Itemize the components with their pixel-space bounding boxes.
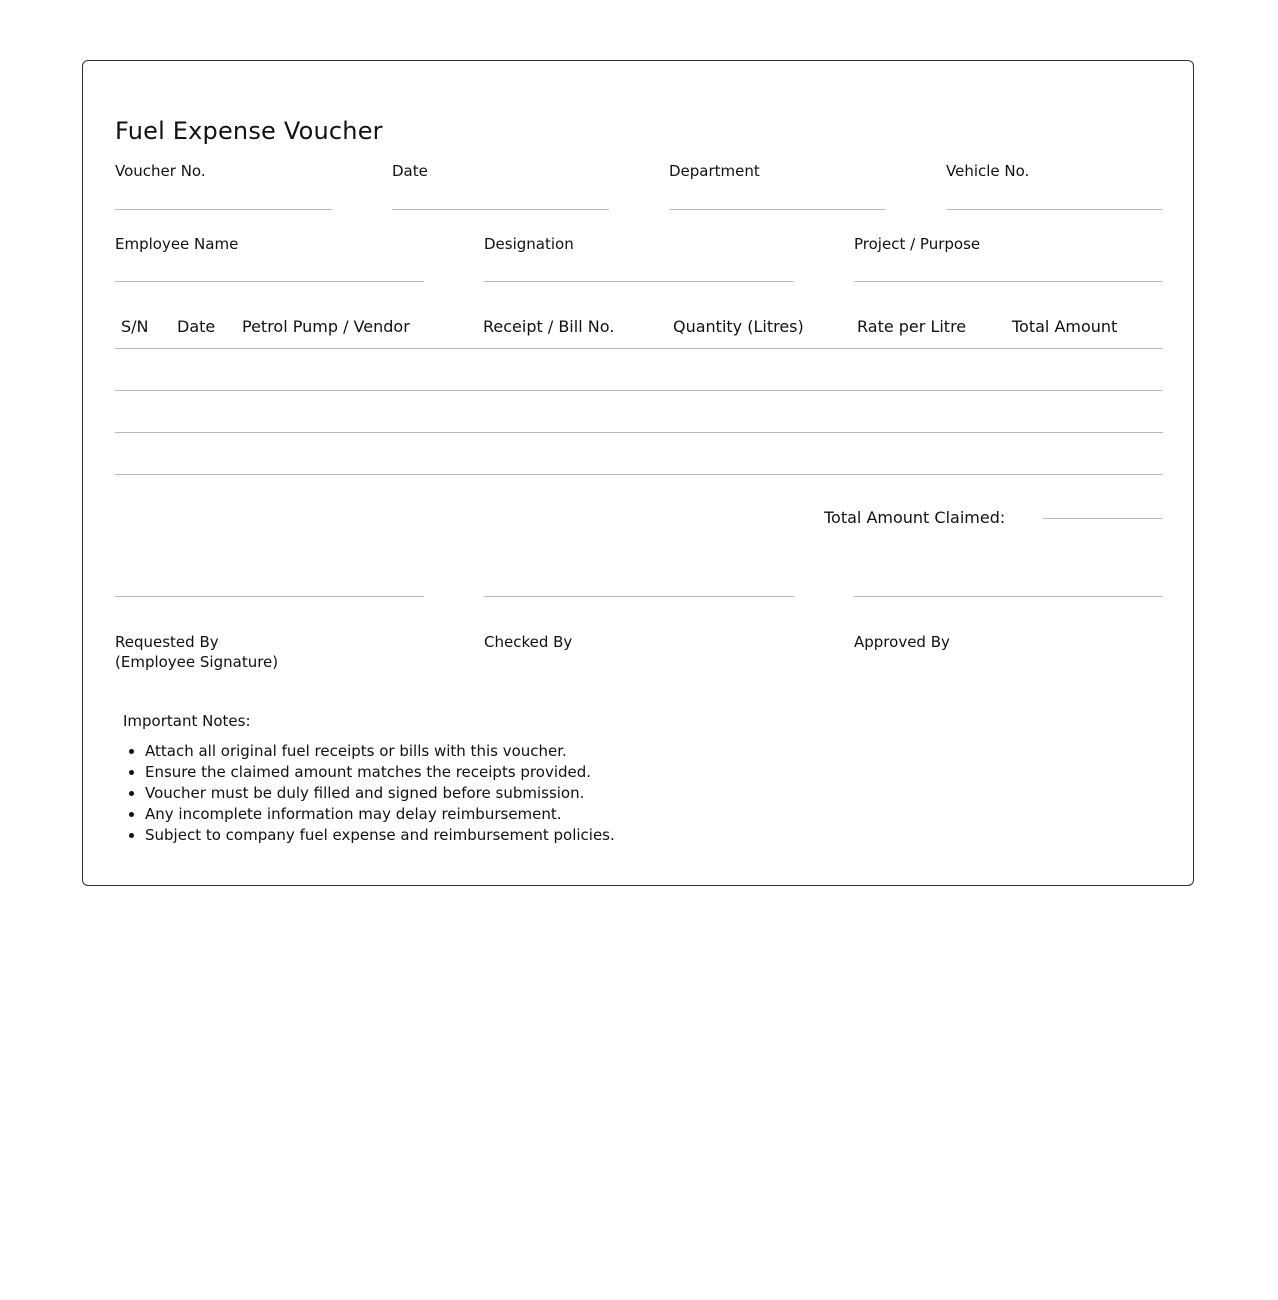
designation-label: Designation	[484, 235, 574, 253]
project-purpose-field[interactable]	[854, 235, 1163, 283]
table-row[interactable]	[115, 390, 1163, 391]
vehicle-no-label: Vehicle No.	[946, 162, 1030, 180]
department-field[interactable]	[669, 162, 886, 210]
voucher-no-input-line[interactable]	[115, 209, 332, 210]
department-input-line[interactable]	[669, 209, 886, 210]
employee-name-field[interactable]	[115, 235, 424, 283]
vehicle-no-field[interactable]	[946, 162, 1163, 210]
requested-by-signature-line[interactable]	[115, 596, 424, 597]
approved-by-signature-line[interactable]	[854, 596, 1163, 597]
employee-name-input-line[interactable]	[115, 281, 424, 282]
department-label: Department	[669, 162, 760, 180]
project-purpose-label: Project / Purpose	[854, 235, 981, 253]
requested-by-label	[115, 632, 278, 672]
project-purpose-input-line[interactable]	[854, 281, 1163, 282]
column-header-total: Total Amount	[1012, 317, 1118, 336]
voucher-no-label: Voucher No.	[115, 162, 206, 180]
note-item: • Voucher must be duly filled and signed before submission.	[145, 783, 615, 804]
voucher-title: Fuel Expense Voucher	[115, 117, 383, 145]
notes-list	[123, 741, 615, 846]
table-header-divider	[115, 348, 1163, 349]
column-header-vendor: Petrol Pump / Vendor	[242, 317, 410, 336]
table-row[interactable]	[115, 432, 1163, 433]
approved-by-label: Approved By	[854, 633, 950, 651]
total-amount-label: Total Amount Claimed:	[824, 508, 1006, 527]
date-field[interactable]	[392, 162, 609, 210]
column-header-receipt-no: Receipt / Bill No.	[483, 317, 615, 336]
requested-by-title: Requested By	[115, 633, 219, 651]
note-item: • Subject to company fuel expense and reimbursement policies.	[145, 825, 615, 846]
date-input-line[interactable]	[392, 209, 609, 210]
designation-field[interactable]	[484, 235, 794, 283]
note-item: • Ensure the claimed amount matches the receipts provided.	[145, 762, 615, 783]
date-label: Date	[392, 162, 428, 180]
table-row[interactable]	[115, 474, 1163, 475]
column-header-sn: S/N	[121, 317, 149, 336]
note-item: • Any incomplete information may delay reimbursement.	[145, 804, 615, 825]
notes-title: Important Notes:	[123, 712, 251, 730]
requested-by-subtitle: (Employee Signature)	[115, 653, 279, 671]
vehicle-no-input-line[interactable]	[946, 209, 1163, 210]
checked-by-signature-line[interactable]	[484, 596, 794, 597]
employee-name-label: Employee Name	[115, 235, 239, 253]
column-header-date: Date	[177, 317, 216, 336]
total-amount-input-line[interactable]	[1043, 518, 1163, 519]
column-header-rate: Rate per Litre	[857, 317, 967, 336]
designation-input-line[interactable]	[484, 281, 794, 282]
column-header-quantity: Quantity (Litres)	[673, 317, 804, 336]
voucher-no-field[interactable]	[115, 162, 332, 210]
checked-by-label: Checked By	[484, 633, 573, 651]
note-item: • Attach all original fuel receipts or bills with this voucher.	[145, 741, 615, 762]
